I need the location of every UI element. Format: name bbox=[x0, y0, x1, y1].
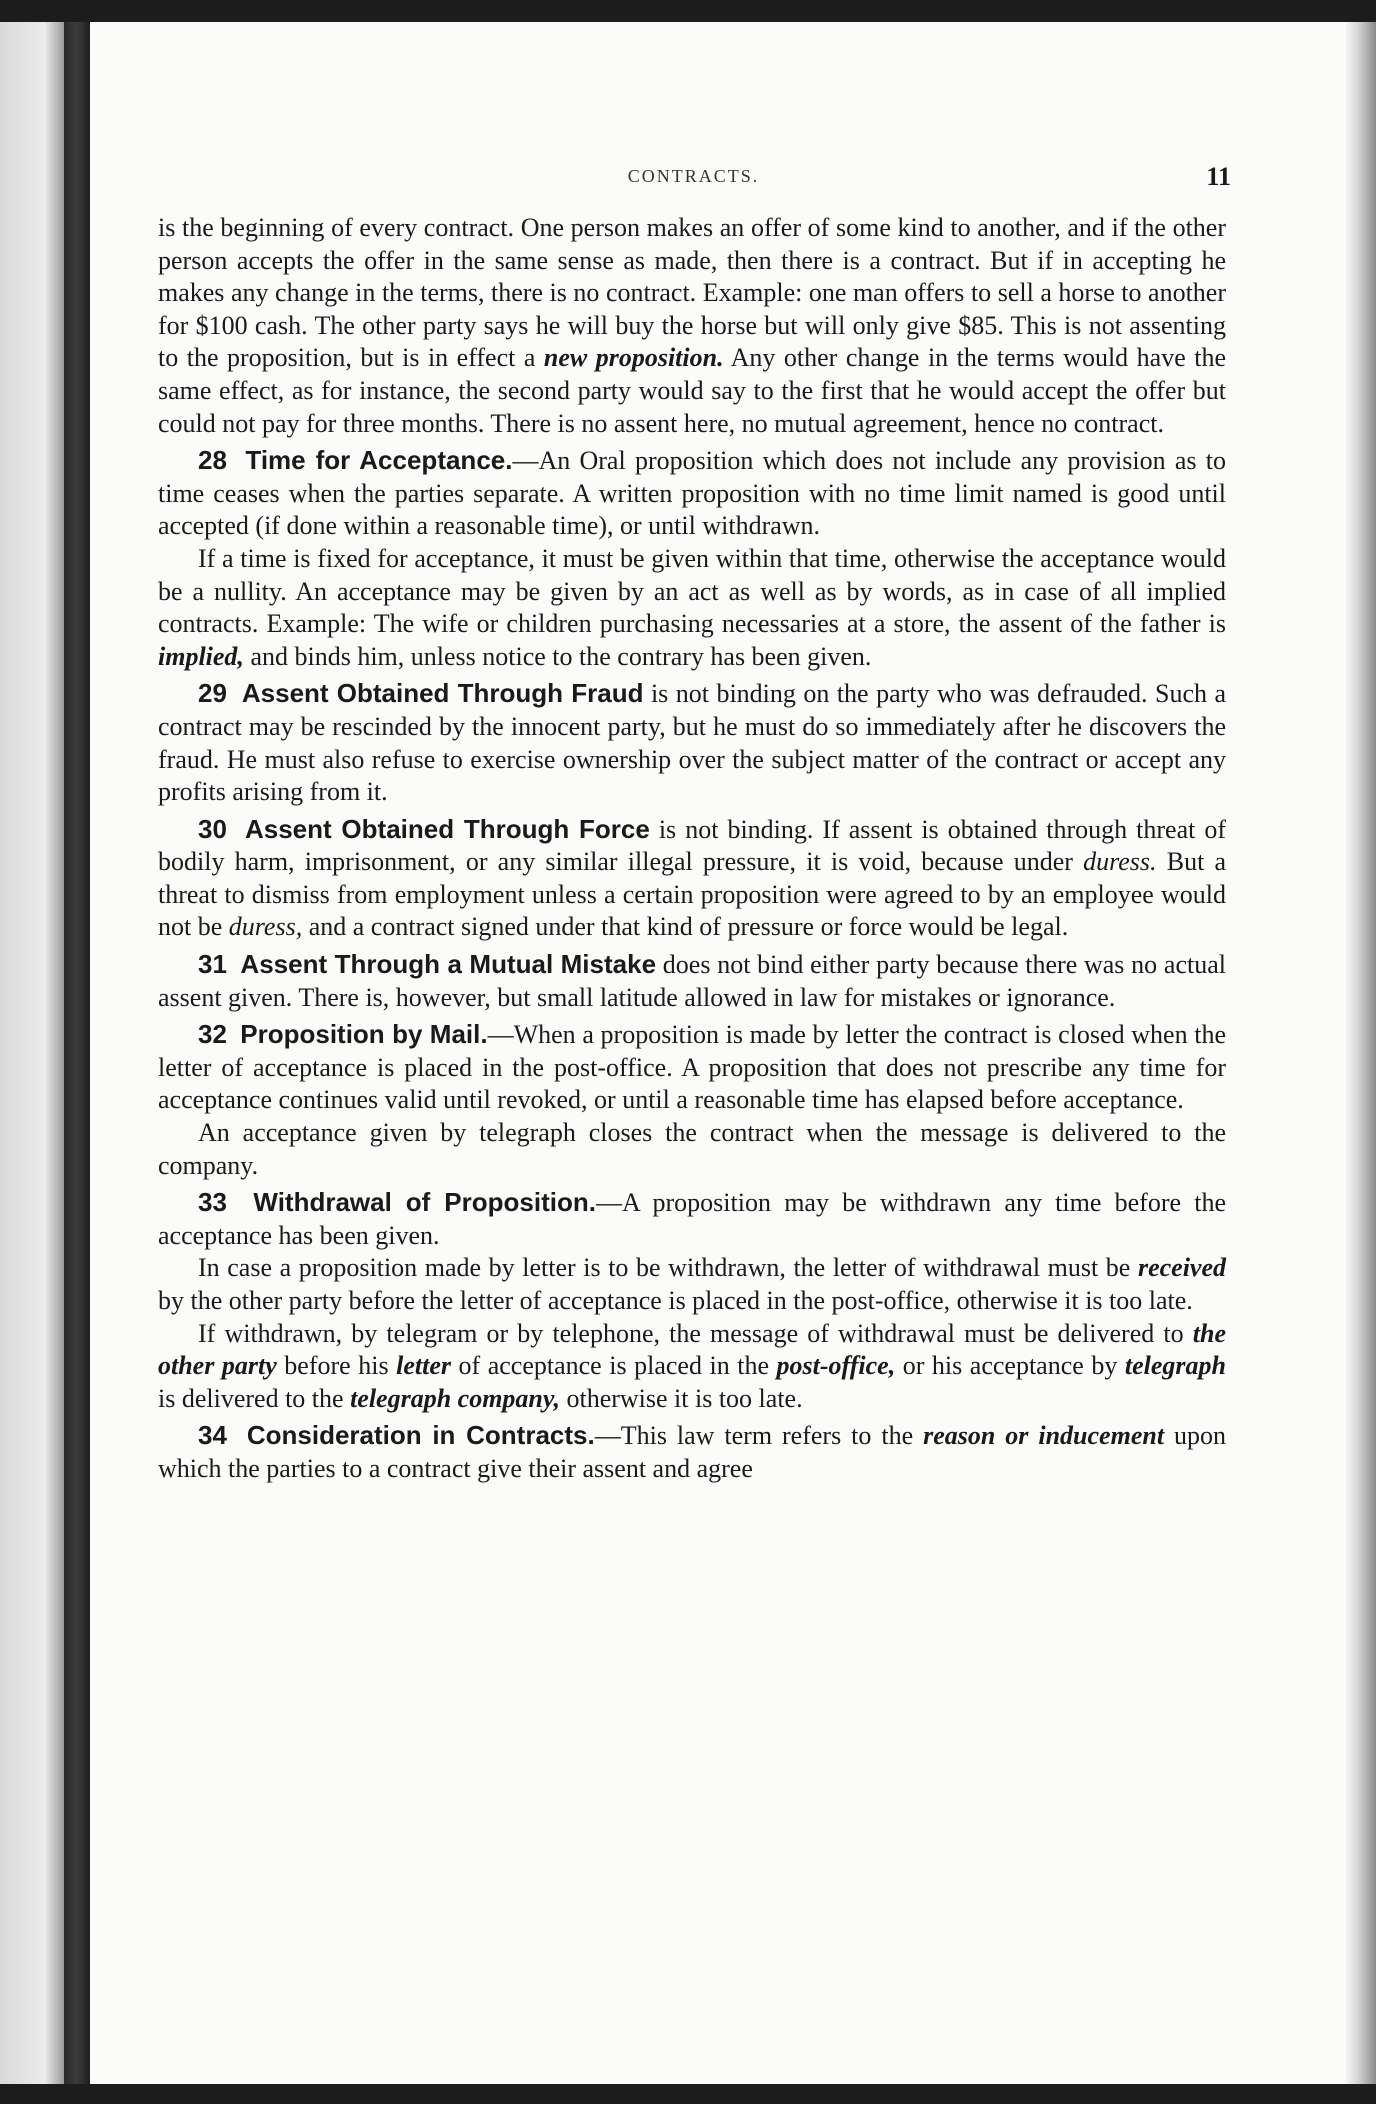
section-30: 30 Assent Obtained Through Force is not binding. If assent is obtained through threat of bodily harm, imprisonment, or any similar illegal pressure, it is void, because under duress. But a threat to dismiss from employment unless a certain proposition were agreed to by an employee would not be duress, and a contract signed under that kind of pressure or force would be legal. bbox=[158, 813, 1227, 942]
section-title: Assent Obtained Through Fraud bbox=[241, 678, 644, 709]
section-33: 33 Withdrawal of Proposition.—A proposition may be withdrawn any time before the acceptance has been given. bbox=[158, 1187, 1227, 1250]
section-28: 28 Time for Acceptance.—An Oral proposition which does not include any provision as to time ceases when the parties separate. A written proposition with no time limit named is good until accepted (if done within a reasonable time), or until withdrawn. bbox=[158, 445, 1226, 541]
section-title: Consideration in Contracts. bbox=[246, 1420, 595, 1451]
section-title: Assent Obtained Through Force bbox=[244, 813, 650, 844]
section-title: Time for Acceptance. bbox=[245, 445, 513, 476]
section-32: 32 Proposition by Mail.—When a proposition is made by letter the contract is closed when the letter of acceptance is placed in the post-office. A proposition that does not prescribe any time for acceptance continues valid until revoked, or until a reasonable time has elapsed before acceptance. bbox=[158, 1019, 1226, 1115]
section-33-paragraph-3: If withdrawn, by telegram or by telephone, the message of withdrawal must be delivered to the other party before his letter of acceptance is placed in the post-office, or his acceptance by telegraph is delivered to the telegraph company, otherwise it is too late. bbox=[158, 1318, 1226, 1413]
page-number: 11 bbox=[1206, 162, 1231, 191]
page-body bbox=[158, 212, 1226, 1486]
facing-page-edge bbox=[0, 22, 64, 2084]
page-header bbox=[156, 162, 1231, 192]
section-number: 31 bbox=[198, 949, 227, 980]
section-28-paragraph-2: If a time is fixed for acceptance, it must be given within that time, otherwise the acceptance would be a nullity. An acceptance may be given by an act as well as by words, as in case of all implied contracts. Example: The wife or children purchasing necessaries at a store, the assent of the father is implied, and binds him, unless notice to the contrary has been given. bbox=[158, 543, 1226, 671]
section-number: 34 bbox=[198, 1420, 227, 1451]
section-34: 34 Consideration in Contracts.—This law term refers to the reason or inducement upon which the parties to a contract give their assent and agree bbox=[158, 1420, 1227, 1483]
section-29: 29 Assent Obtained Through Fraud is not binding on the party who was defrauded. Such a contract may be rescinded by the innocent party, but he must do so immediately after he discovers the fraud. He must also refuse to exercise ownership over the subject matter of the contract or accept any profits arising from it. bbox=[158, 678, 1227, 807]
section-33-paragraph-2: In case a proposition made by letter is to be withdrawn, the letter of withdrawal must be received by the other party before the letter of acceptance is placed in the post-office, otherwise it is too late. bbox=[158, 1253, 1226, 1315]
section-number: 33 bbox=[198, 1187, 227, 1218]
book-gutter bbox=[64, 22, 90, 2084]
section-31: 31 Assent Through a Mutual Mistake does not bind either party because there was no actual assent given. There is, however, but small latitude allowed in law for mistakes or ignorance. bbox=[158, 949, 1226, 1012]
section-number: 30 bbox=[198, 813, 227, 844]
section-32-paragraph-2: An acceptance given by telegraph closes the contract when the message is delivered to the company. bbox=[158, 1118, 1226, 1180]
section-number: 29 bbox=[198, 678, 227, 709]
section-title: Proposition by Mail. bbox=[240, 1019, 488, 1050]
running-title: CONTRACTS. bbox=[627, 166, 760, 186]
section-title: Assent Through a Mutual Mistake bbox=[240, 949, 657, 980]
page-right-edge bbox=[1346, 22, 1376, 2084]
section-title: Withdrawal of Proposition. bbox=[253, 1187, 596, 1218]
section-number: 28 bbox=[198, 445, 227, 476]
section-number: 32 bbox=[198, 1019, 227, 1050]
paragraph-continuation: is the beginning of every contract. One person makes an offer of some kind to another, and if the other person accepts the offer in the same sense as made, then there is a contract. But if in accepting he makes any change in the terms, there is no contract. Example: one man offers to sell a horse to another for $100 cash. The other party says he will buy the horse but will only give $85. This is not assenting to the proposition, but is in effect a new proposition. Any other change in the terms would have the same effect, as for instance, the second party would say to the first that he would accept the offer but could not pay for three months. There is no assent here, no mutual agreement, hence no contract. bbox=[158, 213, 1226, 438]
